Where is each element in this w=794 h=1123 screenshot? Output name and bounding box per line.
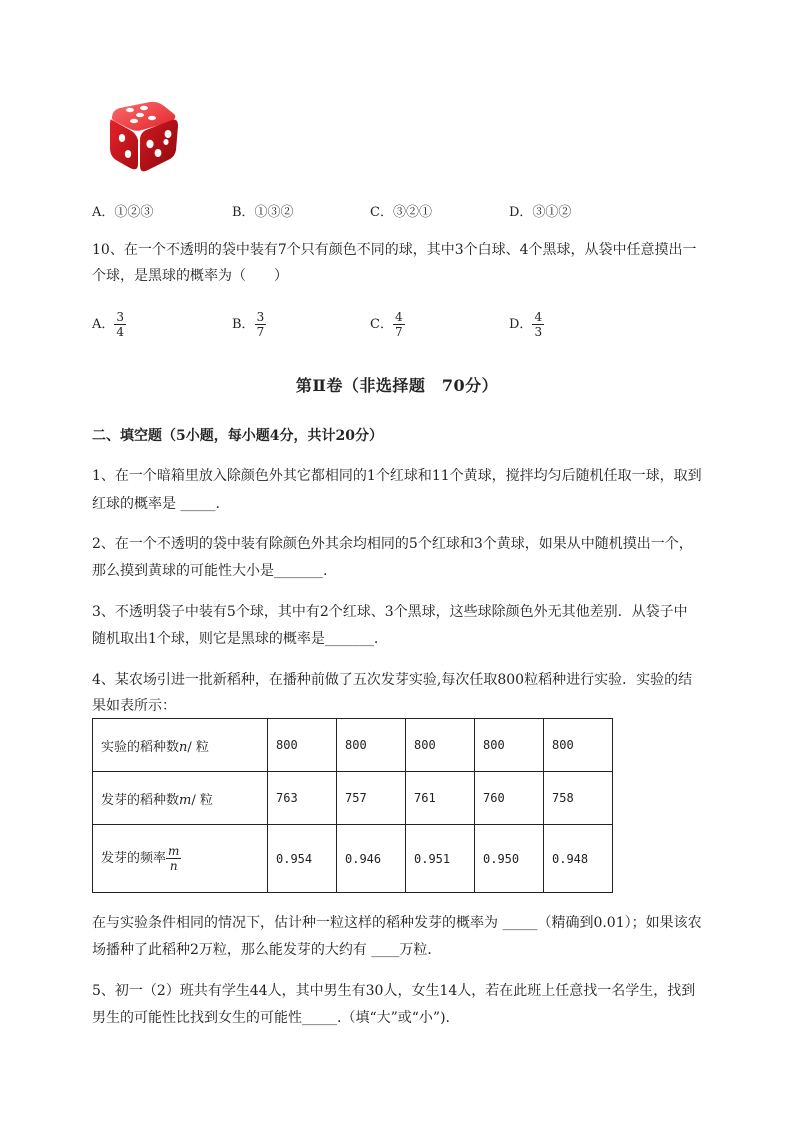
row-label-text: 发芽的稻种数 (101, 792, 180, 808)
table-row-label (93, 719, 268, 772)
q9-option-c: C．③②① (370, 205, 432, 220)
option-fraction (532, 310, 544, 339)
row-label-text: 发芽的频率 (101, 851, 167, 866)
fraction-denominator: 3 (534, 325, 543, 339)
table-cell: 761 (406, 772, 475, 825)
fraction-numerator: 3 (256, 310, 265, 324)
table-cell: 0.954 (268, 825, 337, 893)
table-cell: 758 (544, 772, 613, 825)
p3-line-2: 随机取出1个球，则它是黑球的概率是_______. (92, 631, 379, 647)
table-row-label (93, 825, 268, 893)
fraction-numerator: 3 (116, 310, 125, 324)
option-label: C． (370, 317, 393, 332)
row-unit: / 粒 (187, 739, 209, 755)
table-row (93, 772, 613, 825)
fraction-numerator: m (168, 844, 180, 858)
table-cell: 0.946 (337, 825, 406, 893)
p5-line-1: 5、初一（2）班共有学生44人，其中男生有30人，女生14人，若在此班上任意找一名学生，找到 (92, 983, 696, 999)
p4-after-line-2: 场播种了此稻种2万粒，那么能发芽的大约有 ____万粒． (92, 942, 442, 958)
row-unit: / 粒 (191, 792, 213, 808)
p4-after-line-1: 在与实验条件相同的情况下，估计种一粒这样的稻种发芽的概率为 _____（精确到0.01）；如果该农 (92, 915, 702, 931)
p1-line-2: 红球的概率是 _____. (92, 496, 220, 512)
p5-line-2: 男生的可能性比找到女生的可能性_____.（填“大”或“小”). (92, 1010, 450, 1026)
table-cell: 757 (337, 772, 406, 825)
table-cell: 800 (544, 719, 613, 772)
fraction-denominator: n (169, 859, 178, 873)
q9-option-b: B．①③② (232, 205, 294, 220)
variable-m: m (179, 792, 192, 808)
fraction-denominator: 4 (116, 325, 125, 339)
table-row (93, 719, 613, 772)
table-cell: 800 (268, 719, 337, 772)
q9-option-d: D．③①② (509, 205, 572, 220)
section-title: 第Ⅱ卷（非选择题 70分） (295, 376, 499, 395)
option-fraction (114, 310, 126, 339)
q10-option-a (92, 310, 126, 339)
data-table (92, 718, 613, 893)
table-cell: 0.951 (406, 825, 475, 893)
p3-line-1: 3、不透明袋子中装有5个球，其中有2个红球、3个黑球，这些球除颜色外无其他差别．从袋子中 (92, 604, 688, 620)
option-label: B． (232, 317, 255, 332)
table-cell: 800 (475, 719, 544, 772)
q10-option-d (509, 310, 544, 339)
table-row (93, 825, 613, 893)
option-fraction (393, 310, 405, 339)
table-cell: 760 (475, 772, 544, 825)
table-cell: 800 (337, 719, 406, 772)
p1-line-1: 1、在一个暗箱里放入除颜色外其它都相同的1个红球和11个黄球，搅拌均匀后随机任取一球，取到 (92, 468, 702, 484)
p2-line-2: 那么摸到黄球的可能性大小是_______. (92, 563, 328, 579)
q10-option-c (370, 310, 405, 339)
p4-line-2: 果如表所示： (92, 698, 176, 714)
table-row-label (93, 772, 268, 825)
frequency-fraction (166, 844, 181, 873)
table-cell: 0.948 (544, 825, 613, 893)
table-cell: 800 (406, 719, 475, 772)
p2-line-1: 2、在一个不透明的袋中装有除颜色外其余均相同的5个红球和3个黄球，如果从中随机摸出一个， (92, 536, 693, 552)
fraction-denominator: 7 (256, 325, 265, 339)
table-cell: 763 (268, 772, 337, 825)
fraction-numerator: 4 (394, 310, 403, 324)
q10-option-b (232, 310, 266, 339)
table-cell: 0.950 (475, 825, 544, 893)
option-label: D． (509, 317, 533, 332)
q10-line-2: 个球，是黑球的概率为（ ） (92, 268, 288, 284)
variable-n: n (179, 739, 188, 755)
q10-line-1: 10、在一个不透明的袋中装有7个只有颜色不同的球，其中3个白球、4个黑球，从袋中任意摸出一 (92, 242, 697, 258)
option-label: A． (92, 317, 115, 332)
option-fraction (255, 310, 267, 339)
fraction-numerator: 4 (534, 310, 543, 324)
part-title: 二、填空题（5小题，每小题4分，共计20分） (92, 428, 383, 444)
p4-line-1: 4、某农场引进一批新稻种，在播种前做了五次发芽实验,每次任取800粒稻种进行实验．实验的结 (92, 672, 693, 688)
dice-image (104, 100, 180, 172)
fraction-denominator: 7 (394, 325, 403, 339)
row-label-text: 实验的稻种数 (101, 739, 180, 755)
q9-option-a: A．①②③ (92, 205, 154, 220)
